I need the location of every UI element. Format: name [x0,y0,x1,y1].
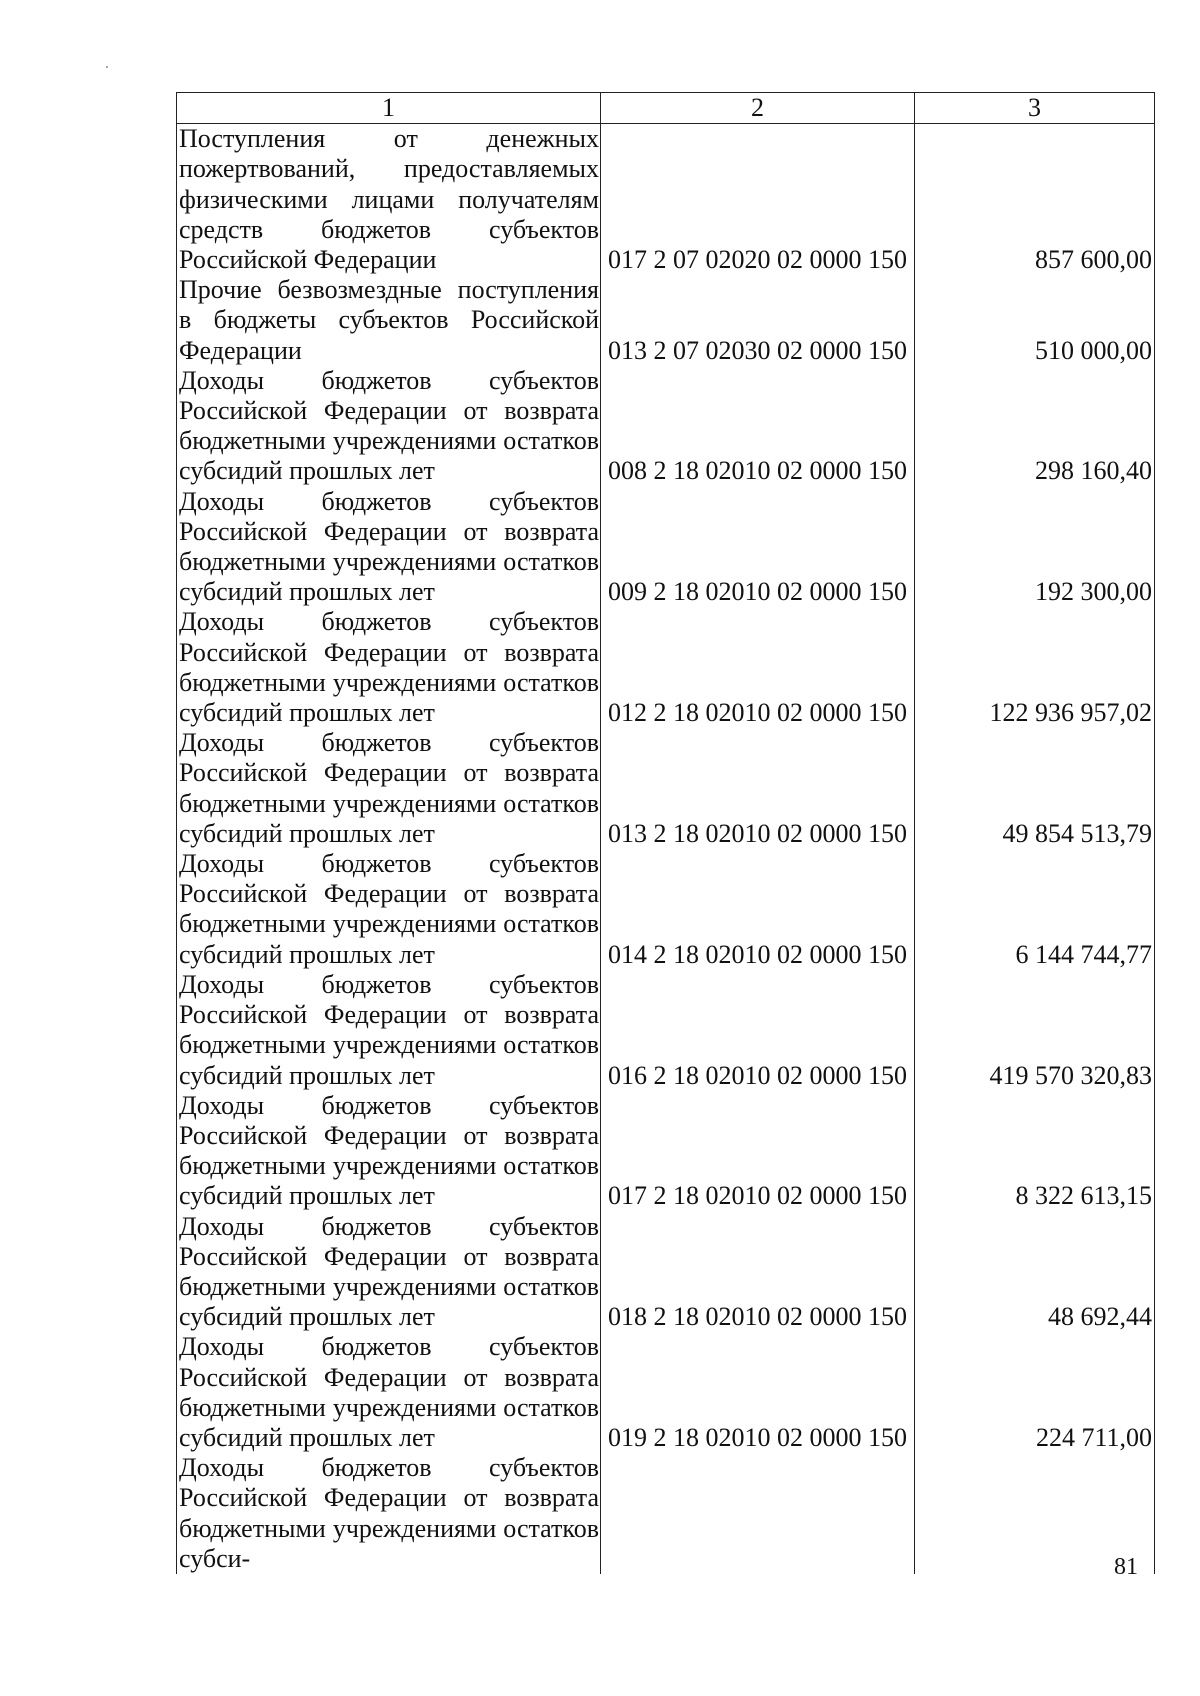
row-amount: 298 160,40 [915,366,1155,487]
row-description: Доходы бюджетов субъектов Российской Федерации от возврата бюджетными учреждениями остатков субсидий прошлых лет [177,970,601,1091]
table-row [177,607,1155,728]
row-code: 014 2 18 02010 02 0000 150 [601,849,915,970]
revenue-table [176,92,1155,1574]
row-description: Доходы бюджетов субъектов Российской Федерации от возврата бюджетными учреждениями остатков субсидий прошлых лет [177,366,601,487]
table-header [177,93,1155,124]
table-row-continued [177,1453,1155,1574]
row-code [601,1453,915,1574]
table-row [177,728,1155,849]
row-description: Поступления от денежных пожертвований, предоставляемых физическими лицами получателям средств бюджетов субъектов Российской Федерации [177,124,601,276]
row-code: 019 2 18 02010 02 0000 150 [601,1332,915,1453]
row-code: 016 2 18 02010 02 0000 150 [601,970,915,1091]
table-row [177,124,1155,276]
row-amount: 8 322 613,15 [915,1091,1155,1212]
row-code: 008 2 18 02010 02 0000 150 [601,366,915,487]
row-amount: 48 692,44 [915,1212,1155,1333]
row-code: 017 2 07 02020 02 0000 150 [601,124,915,276]
row-amount: 857 600,00 [915,124,1155,276]
table-row [177,366,1155,487]
row-amount: 224 711,00 [915,1332,1155,1453]
row-code: 013 2 18 02010 02 0000 150 [601,728,915,849]
row-description: Доходы бюджетов субъектов Российской Федерации от возврата бюджетными учреждениями остатков субсидий прошлых лет [177,607,601,728]
table-row [177,970,1155,1091]
row-amount: 192 300,00 [915,487,1155,608]
row-code: 009 2 18 02010 02 0000 150 [601,487,915,608]
row-description: Доходы бюджетов субъектов Российской Федерации от возврата бюджетными учреждениями остатков субсидий прошлых лет [177,487,601,608]
header-col-2: 2 [601,93,915,124]
row-amount: 419 570 320,83 [915,970,1155,1091]
row-code: 013 2 07 02030 02 0000 150 [601,275,915,366]
header-col-1: 1 [177,93,601,124]
row-code: 018 2 18 02010 02 0000 150 [601,1212,915,1333]
table-row [177,1332,1155,1453]
row-description: Доходы бюджетов субъектов Российской Федерации от возврата бюджетными учреждениями остатков субсидий прошлых лет [177,728,601,849]
page-number: 81 [1114,1554,1138,1580]
header-col-3: 3 [915,93,1155,124]
row-amount: 122 936 957,02 [915,607,1155,728]
scan-speck [106,66,108,68]
row-description: Доходы бюджетов субъектов Российской Федерации от возврата бюджетными учреждениями остатков субсидий прошлых лет [177,1212,601,1333]
row-description: Прочие безвозмездные поступления в бюджеты субъектов Российской Федерации [177,275,601,366]
row-code: 012 2 18 02010 02 0000 150 [601,607,915,728]
row-amount: 510 000,00 [915,275,1155,366]
row-amount: 49 854 513,79 [915,728,1155,849]
row-amount: 6 144 744,77 [915,849,1155,970]
table-row [177,849,1155,970]
row-description: Доходы бюджетов субъектов Российской Федерации от возврата бюджетными учреждениями остатков субси- [177,1453,601,1574]
row-code: 017 2 18 02010 02 0000 150 [601,1091,915,1212]
table-row [177,275,1155,366]
row-description: Доходы бюджетов субъектов Российской Федерации от возврата бюджетными учреждениями остатков субсидий прошлых лет [177,849,601,970]
header-row [177,93,1155,124]
table-body [177,124,1155,1574]
row-description: Доходы бюджетов субъектов Российской Федерации от возврата бюджетными учреждениями остатков субсидий прошлых лет [177,1332,601,1453]
row-description: Доходы бюджетов субъектов Российской Федерации от возврата бюджетными учреждениями остатков субсидий прошлых лет [177,1091,601,1212]
table-row [177,1091,1155,1212]
table-row [177,487,1155,608]
table-row [177,1212,1155,1333]
